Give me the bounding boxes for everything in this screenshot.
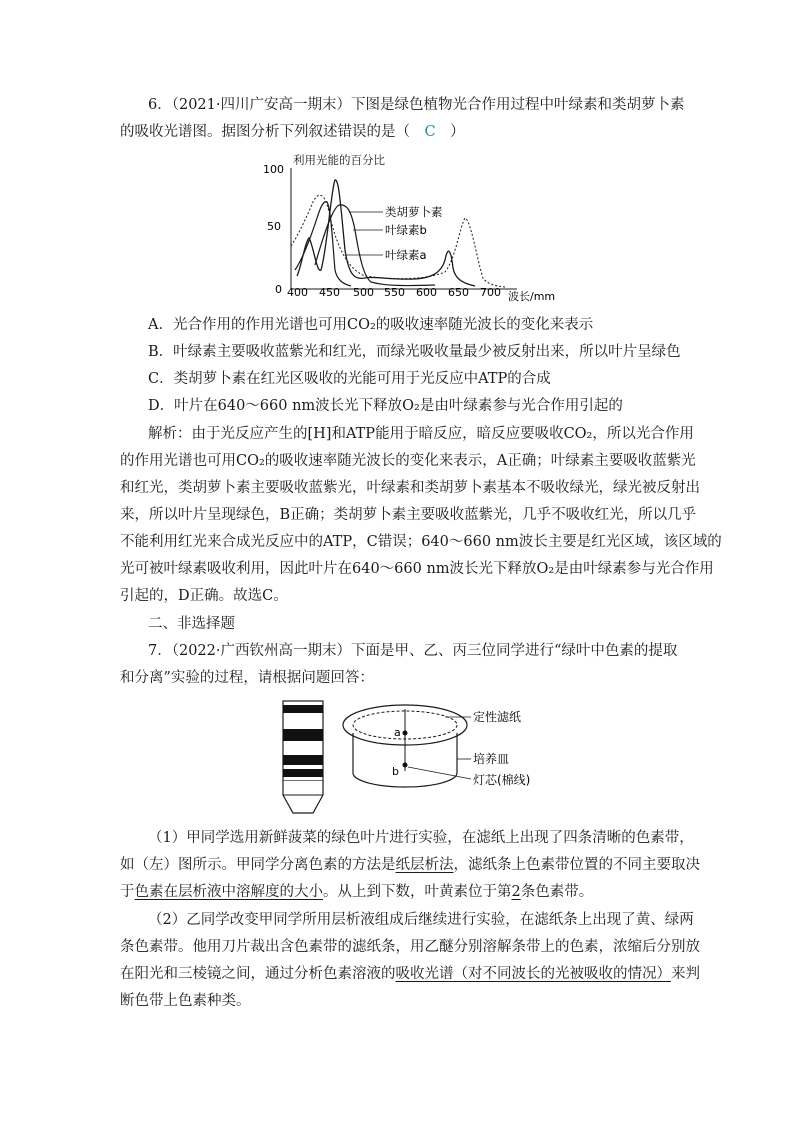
chart-ylabel: 利用光能的百分比 xyxy=(293,153,385,167)
label-carotenoid: 类胡萝卜素 xyxy=(385,205,443,219)
pigment-band-3 xyxy=(283,755,323,765)
chart-xlabel: 波长/mm xyxy=(508,290,556,302)
q7-part2-text-2: 来判 xyxy=(671,966,700,982)
q6-stem-line2 xyxy=(120,122,680,142)
xtick-650: 650 xyxy=(448,286,469,299)
curve-carotenoid xyxy=(295,202,351,286)
point-b-dot xyxy=(403,763,408,768)
point-a-dot xyxy=(403,731,408,736)
label-chlorophyll-a: 叶绿素a xyxy=(385,248,427,262)
xtick-500: 500 xyxy=(353,286,374,299)
q7-part1-text-4: 。从上到下数，叶黄素位于第 xyxy=(323,884,512,900)
q6-explanation-line5: 不能利用红光来合成光反应中的ATP，C错误；640～660 nm波长主要是红光区域，该区域的 xyxy=(120,534,722,550)
label-filter-paper: 定性滤纸 xyxy=(473,710,522,724)
q7-part1-text-2: ，滤纸条上色素带位置的不同主要取决 xyxy=(453,857,700,873)
q7-part2-line3 xyxy=(120,964,700,984)
chromatography-figure xyxy=(275,695,565,820)
q6-explanation-line3: 和红光，类胡萝卜素主要吸收蓝紫光，叶绿素和类胡萝卜素基本不吸收绿光，绿光被反射出 xyxy=(120,480,700,496)
label-chlorophyll-b: 叶绿素b xyxy=(385,223,427,237)
section-heading: 二、非选择题 xyxy=(148,616,235,632)
q6-option-d: D．叶片在640～660 nm波长光下释放O₂是由叶绿素参与光合作用引起的 xyxy=(148,398,623,414)
q7-part1-line2 xyxy=(120,855,700,875)
q6-option-b: B．叶绿素主要吸收蓝紫光和红光，而绿光吸收量最少被反射出来，所以叶片呈绿色 xyxy=(148,344,681,360)
ytick-0: 0 xyxy=(275,283,282,296)
filter-strip xyxy=(283,701,323,813)
q6-stem-close: ） xyxy=(435,124,465,140)
pigment-band-2 xyxy=(283,729,323,741)
ytick-100: 100 xyxy=(263,163,284,176)
label-petri-dish: 培养皿 xyxy=(473,752,510,766)
q7-part2-line2: 条色素带。他用刀片裁出含色素带的滤纸条，用乙醚分别溶解条带上的色素，浓缩后分别放 xyxy=(120,939,700,955)
point-a-label: a xyxy=(394,726,401,739)
xtick-550: 550 xyxy=(384,286,405,299)
q7-part2-line4: 断色带上色素种类。 xyxy=(120,993,251,1009)
label-wick: 灯芯(棉线) xyxy=(473,773,531,787)
q6-explanation-line2: 的作用光谱也可用CO₂的吸收速率随光波长的变化来表示，A正确；叶绿素主要吸收蓝紫光 xyxy=(120,453,696,469)
q7-part1-line1: （1）甲同学选用新鲜菠菜的绿色叶片进行实验，在滤纸上出现了四条清晰的色素带， xyxy=(148,830,694,846)
petri-dish xyxy=(343,705,530,787)
q6-explanation-line7: 引起的，D正确。故选C。 xyxy=(120,588,288,604)
q7-part1-text-3: 于 xyxy=(120,884,135,900)
q6-explanation-line4: 来，所以叶片呈现绿色，B正确；类胡萝卜素主要吸收蓝紫光，几乎不吸收红光，所以几乎 xyxy=(120,507,697,523)
q6-option-a: A．光合作用的作用光谱也可用CO₂的吸收速率随光波长的变化来表示 xyxy=(148,317,594,333)
xtick-450: 450 xyxy=(319,286,340,299)
point-b-label: b xyxy=(392,765,399,778)
q6-option-c: C．类胡萝卜素在红光区吸收的光能可用于光反应中ATP的合成 xyxy=(148,371,551,387)
q7-part2-text: 在阳光和三棱镜之间，通过分析色素溶液的 xyxy=(120,966,396,982)
q7-answer-method: 纸层析法 xyxy=(395,857,454,873)
q7-answer-absorption: 吸收光谱（对不同波长的光被吸收的情况） xyxy=(395,966,671,982)
q6-explanation-line6: 光可被叶绿素吸收利用，因此叶片在640～660 nm波长光下释放O₂是由叶绿素参与光合作用 xyxy=(120,561,714,577)
q6-stem-line1: 6．（2021·四川广安高一期末）下图是绿色植物光合作用过程中叶绿素和类胡萝卜素 xyxy=(148,97,685,113)
q6-answer: C xyxy=(424,124,436,140)
q7-part1-text-5: 条色素带。 xyxy=(520,884,594,900)
pigment-band-4 xyxy=(283,769,323,777)
q6-stem-text: 的吸收光谱图。据图分析下列叙述错误的是（ xyxy=(120,124,425,140)
q7-stem-line1: 7．（2022·广西钦州高一期末）下面是甲、乙、丙三位同学进行“绿叶中色素的提取 xyxy=(148,643,678,659)
q7-answer-solubility: 色素在层析液中溶解度的大小 xyxy=(134,884,323,900)
pigment-band-1 xyxy=(283,705,323,713)
q6-explanation-line1: 解析：由于光反应产生的[H]和ATP能用于暗反应，暗反应要吸收CO₂，所以光合作用 xyxy=(148,426,694,442)
xtick-400: 400 xyxy=(287,286,308,299)
q7-stem-line2: 和分离”实验的过程，请根据问题回答： xyxy=(120,670,374,686)
q7-part2-line1: （2）乙同学改变甲同学所用层析液组成后继续进行实验，在滤纸条上出现了黄、绿两 xyxy=(148,912,694,928)
absorption-spectrum-chart xyxy=(255,150,575,302)
xtick-700: 700 xyxy=(480,286,501,299)
ytick-50: 50 xyxy=(267,220,281,233)
q7-answer-band-number: 2 xyxy=(511,884,521,900)
xtick-600: 600 xyxy=(416,286,437,299)
q7-part1-text: 如（左）图所示。甲同学分离色素的方法是 xyxy=(120,857,396,873)
q7-part1-line3 xyxy=(120,882,680,902)
